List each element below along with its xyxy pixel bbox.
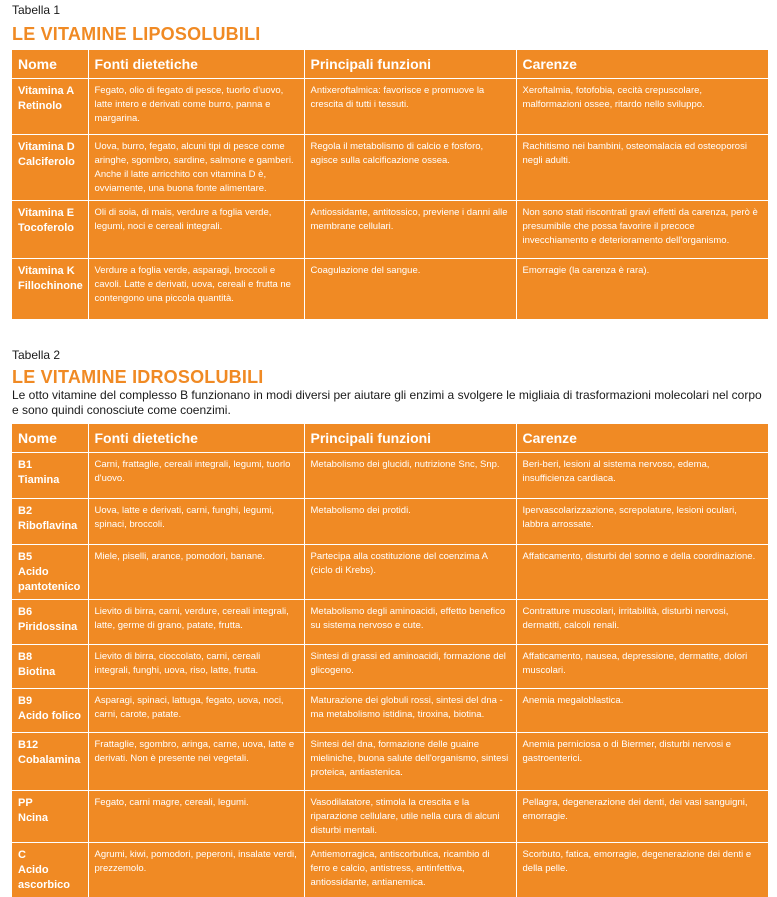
funzioni-cell: Regola il metabolismo di calcio e fosforo, agisce sulla calcificazione ossea.: [304, 135, 516, 201]
vitamin-name-secondary: Cobalamina: [18, 753, 81, 766]
table2-intro: Le otto vitamine del complesso B funzionano in modi diversi per aiutare gli enzimi a svolgere le migliaia di trasformazioni molecolari nel corpo e sono quindi conosciute come coenzimi.: [12, 387, 762, 417]
vitamin-name-primary: C: [18, 848, 26, 861]
carenze-cell: Affaticamento, disturbi del sonno e della coordinazione.: [516, 544, 768, 599]
table-row: [12, 599, 768, 644]
vitamin-name-primary: B12: [18, 738, 39, 751]
header-nome: Nome: [12, 424, 88, 453]
carenze-cell: Anemia megaloblastica.: [516, 688, 768, 732]
table1-label: Tabella 1: [12, 3, 61, 17]
fonti-cell: Miele, piselli, arance, pomodori, banane.: [88, 544, 304, 599]
fonti-cell: Carni, frattaglie, cereali integrali, legumi, tuorlo d'uovo.: [88, 452, 304, 498]
table-row: [12, 732, 768, 790]
fonti-cell: Lievito di birra, cioccolato, carni, cereali integrali, funghi, uova, riso, latte, frutta.: [88, 644, 304, 688]
table2-label: Tabella 2: [12, 347, 61, 362]
vitamin-name-primary: B9: [18, 694, 33, 707]
vitamin-name: [12, 644, 88, 688]
table-row: [12, 259, 768, 319]
vitamin-name: [12, 688, 88, 732]
vitamin-name: [12, 842, 88, 897]
vitamin-name: [12, 790, 88, 842]
header-funzioni: Principali funzioni: [304, 424, 516, 453]
funzioni-cell: Sintesi di grassi ed aminoacidi, formazione del glicogeno.: [304, 644, 516, 688]
vitamin-name: [12, 452, 88, 498]
vitamin-name: [12, 79, 88, 135]
vitamin-name-primary: PP: [18, 796, 33, 809]
table-row: [12, 79, 768, 135]
funzioni-cell: Antixeroftalmica: favorisce e promuove la crescita di tutti i tessuti.: [304, 79, 516, 135]
table-row: [12, 688, 768, 732]
vitamin-name-primary: Vitamina E: [18, 207, 75, 219]
vitamin-name: [12, 259, 88, 319]
vitamin-name: [12, 599, 88, 644]
fonti-cell: Asparagi, spinaci, lattuga, fegato, uova, noci, carni, carote, patate.: [88, 688, 304, 732]
header-fonti: Fonti dietetiche: [88, 424, 304, 453]
fonti-cell: Fegato, olio di fegato di pesce, tuorlo d'uovo, latte intero e derivati come burro, panna e margarina.: [88, 79, 304, 135]
vitamin-name-primary: B8: [18, 650, 33, 663]
table-row: [12, 842, 768, 897]
funzioni-cell: Vasodilatatore, stimola la crescita e la riparazione cellulare, utile nella cura di alcuni disturbi mentali.: [304, 790, 516, 842]
funzioni-cell: Partecipa alla costituzione del coenzima A (ciclo di Krebs).: [304, 544, 516, 599]
table-row: [12, 498, 768, 544]
funzioni-cell: Metabolismo degli aminoacidi, effetto benefico su sistema nervoso e cute.: [304, 599, 516, 644]
table-row: [12, 135, 768, 201]
funzioni-cell: Antiemorragica, antiscorbutica, ricambio di ferro e calcio, antistress, antinfettiva, antiossidante, antianemica.: [304, 842, 516, 897]
vitamin-name-secondary: Acido pantotenico: [18, 565, 81, 593]
fonti-cell: Uova, latte e derivati, carni, funghi, legumi, spinaci, broccoli.: [88, 498, 304, 544]
header-carenze: Carenze: [516, 50, 768, 79]
table2-title: LE VITAMINE IDROSOLUBILI: [12, 366, 264, 387]
vitamin-name-primary: Vitamina D: [18, 141, 75, 153]
carenze-cell: Ipervascolarizzazione, screpolature, lesioni oculari, labbra arrossate.: [516, 498, 768, 544]
vitamin-name-primary: Vitamina K: [18, 265, 75, 277]
fonti-cell: Uova, burro, fegato, alcuni tipi di pesce come aringhe, sgombro, sardine, salmone e gamberi. Anche il latte arricchito con vitamina D è, ovviamente, una buona fonte alimentare.: [88, 135, 304, 201]
carenze-cell: Affaticamento, nausea, depressione, dermatite, dolori muscolari.: [516, 644, 768, 688]
table-row: [12, 644, 768, 688]
funzioni-cell: Coagulazione del sangue.: [304, 259, 516, 319]
fonti-cell: Lievito di birra, carni, verdure, cereali integrali, latte, germe di grano, patate, frutta.: [88, 599, 304, 644]
table-row: [12, 544, 768, 599]
fonti-cell: Fegato, carni magre, cereali, legumi.: [88, 790, 304, 842]
vitamin-name-primary: B2: [18, 504, 33, 517]
table-row: [12, 452, 768, 498]
vitamin-name-secondary: Piridossina: [18, 620, 78, 633]
carenze-cell: Rachitismo nei bambini, osteomalacia ed osteoporosi negli adulti.: [516, 135, 768, 201]
vitamin-name-secondary: Tiamina: [18, 473, 60, 486]
vitamin-name-secondary: Acido folico: [18, 709, 81, 722]
vitamin-name: [12, 201, 88, 259]
vitamin-name-secondary: Fillochinone: [18, 280, 83, 292]
funzioni-cell: Antiossidante, antitossico, previene i danni alle membrane cellulari.: [304, 201, 516, 259]
vitamin-name-secondary: Acido ascorbico: [18, 863, 70, 891]
fonti-cell: Agrumi, kiwi, pomodori, peperoni, insalate verdi, prezzemolo.: [88, 842, 304, 897]
vitamin-name-secondary: Calciferolo: [18, 156, 75, 168]
header-funzioni: Principali funzioni: [304, 50, 516, 79]
table1-title: LE VITAMINE LIPOSOLUBILI: [12, 24, 261, 44]
vitamin-name-primary: B6: [18, 605, 33, 618]
carenze-cell: Beri-beri, lesioni al sistema nervoso, edema, insufficienza cardiaca.: [516, 452, 768, 498]
carenze-cell: Scorbuto, fatica, emorragie, degenerazione dei denti e della pelle.: [522, 848, 752, 874]
header-nome: Nome: [12, 50, 88, 79]
table2: [12, 424, 768, 897]
fonti-cell: Frattaglie, sgombro, aringa, carne, uova, latte e derivati. Non è presente nei vegetali.: [88, 732, 304, 790]
header-carenze: Carenze: [516, 424, 768, 453]
carenze-cell: Xeroftalmia, fotofobia, cecità crepuscolare, malformazioni ossee, ritardo nello sviluppo.: [516, 79, 768, 135]
vitamin-name-secondary: Biotina: [18, 665, 56, 678]
vitamin-name: [12, 498, 88, 544]
carenze-cell: Anemia perniciosa o di Biermer, disturbi nervosi e gastroenterici.: [516, 732, 768, 790]
funzioni-cell: Sintesi del dna, formazione delle guaine mieliniche, buona salute dell'organismo, sintesi proteica, antiastenica.: [304, 732, 516, 790]
carenze-cell: Non sono stati riscontrati gravi effetti da carenza, però è presumibile che possa favorire il precoce invecchiamento e deterioramento dell'organismo.: [516, 201, 768, 259]
funzioni-cell: Maturazione dei globuli rossi, sintesi del dna - ma metabolismo istidina, tiroxina, biotina.: [304, 688, 516, 732]
vitamin-name-primary: B1: [18, 458, 33, 471]
vitamin-name: [12, 732, 88, 790]
carenze-cell: Emorragie (la carenza è rara).: [522, 265, 650, 276]
table1: [12, 50, 768, 319]
table-row: [12, 790, 768, 842]
table1-header-row: [12, 50, 768, 79]
fonti-cell: Verdure a foglia verde, asparagi, broccoli e cavoli. Latte e derivati, uova, cereali e frutta ne contengono una piccola quantità.: [88, 259, 304, 319]
vitamin-name-secondary: Tocoferolo: [18, 222, 75, 234]
funzioni-cell: Metabolismo dei glucidi, nutrizione Snc, Snp.: [304, 452, 516, 498]
vitamin-name: [12, 135, 88, 201]
vitamin-name: [12, 544, 88, 599]
fonti-cell: Oli di soia, di mais, verdure a foglia verde, legumi, noci e cereali integrali.: [88, 201, 304, 259]
vitamin-name-primary: B5: [18, 550, 33, 563]
table-row: [12, 201, 768, 259]
vitamin-name-secondary: Ncina: [18, 811, 48, 824]
table2-header-row: [12, 424, 768, 453]
carenze-cell: Contratture muscolari, irritabilità, disturbi nervosi, dermatiti, calcoli renali.: [516, 599, 768, 644]
header-fonti: Fonti dietetiche: [88, 50, 304, 79]
vitamin-name-primary: Vitamina A: [18, 85, 75, 97]
vitamin-name-secondary: Riboflavina: [18, 519, 78, 532]
carenze-cell: Pellagra, degenerazione dei denti, dei vasi sanguigni, emorragie.: [516, 790, 768, 842]
funzioni-cell: Metabolismo dei protidi.: [304, 498, 516, 544]
vitamin-name-secondary: Retinolo: [18, 100, 62, 112]
